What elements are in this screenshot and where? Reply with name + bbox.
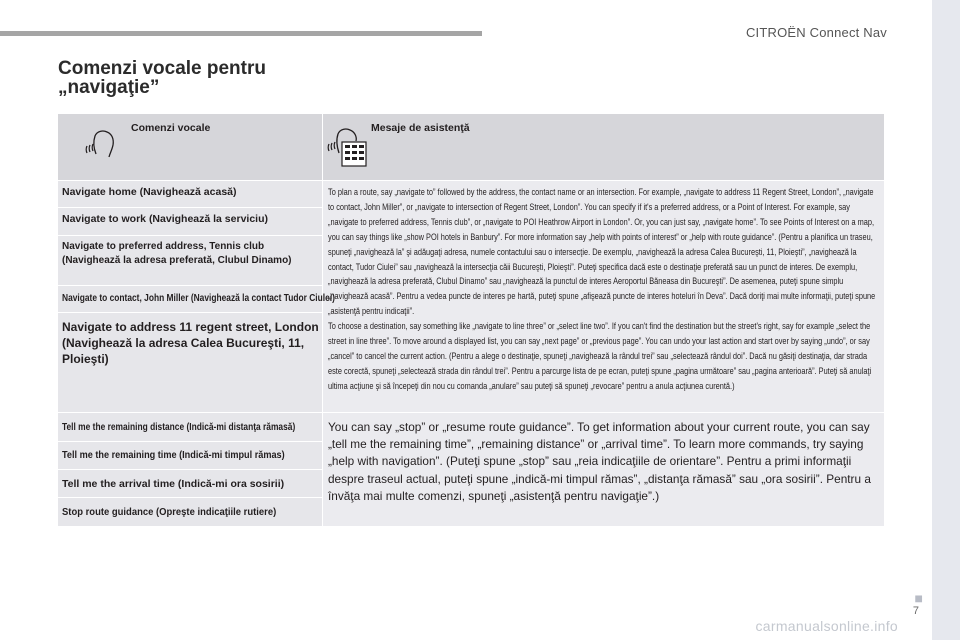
voice-commands-table: [57, 113, 885, 527]
assist-guidance-text: You can say „stop” or „resume route guidance”. To get information about your current route, you can say „tell me the remaining time”, „remaining distance” or „arrival time”. To learn more commands, try saying „help with navigation”. (Puteţi spune „stop” sau „reia indicaţiile de orientare”. Pentru a primi informaţii despre traseul actual, puteţi spune „indică-mi timpul rămas”, „distanţa rămasă” sau „ora sosirii”. Pentru a învăţa mai multe comenzi, spuneţi „asistenţă pentru navigaţie”.): [328, 420, 871, 503]
side-band: [932, 0, 960, 640]
header-rule: [0, 31, 482, 36]
command-navigate-home: Navigate home (Navighează acasă): [58, 181, 323, 208]
assist-route-paragraph-2: To choose a destination, say something like „navigate to line three” or „select line two”. If you can't find the destination but the street's right, say for example „select the street in line three”. To move around a displayed list, you can say „next page” or „previous page”. You can undo your last action and start over by saying „undo”, or say „cancel” to cancel the current action. (Pentru a alege o destinaţie, spuneţi „navighează la rândul trei” sau „selectează rândul doi”. Dacă nu găsiţi destinaţia, dar strada este corectă, spuneţi „selectează strada din rândul trei”. Pentru a parcurge lista de pe ecran, puteţi spune „pagina următoare” sau „pagina anterioară”. Puteţi să anulaţi ultima acţiune şi să începeţi din nou cu comanda „anulare” sau puteţi să spuneţi „revocare” pentru a anula acţiunea curentă.): [328, 321, 872, 391]
page-title: Comenzi vocale pentru „navigaţie”: [58, 58, 266, 98]
assist-message-route: [323, 181, 885, 413]
command-arrival-time: Tell me the arrival time (Indică-mi ora sosirii): [58, 469, 323, 498]
voice-keypad-icon: [325, 123, 371, 169]
command-remaining-distance-text: Tell me the remaining distance (Indică-mi distanţa rămasă): [62, 421, 296, 433]
command-remaining-time-text: Tell me the remaining time (Indică-mi timpul rămas): [62, 448, 285, 461]
command-stop-guidance: [58, 498, 323, 527]
header-brand: CITROËN Connect Nav: [745, 25, 887, 40]
assist-message-guidance: [323, 413, 885, 527]
command-remaining-time: [58, 441, 323, 469]
col-header-assistance: [323, 114, 885, 181]
assist-route-paragraph-1: To plan a route, say „navigate to” followed by the address, the contact name or an intersection. For example, „navigate to address 11 Regent Street, London”, „navigate to contact, John Miller”, or „navigate to intersection of Regent Street, London”. You can specify if it's a preferred address, or a Point of Interest. For example, say „navigate to preferred address, Tennis club”, or „navigate to POI Heathrow Airport in London”. Or, you can just say, „navigate home”. To see Points of Interest on a map, you can say things like „show POI hotels in Banbury”. For more information say „help with points of interest” or „help with route guidance”. (Pentru a planifica un traseu, spuneţi „navighează la” şi adăugaţi adresa, numele contactului sau o intersecţie. De exemplu, „navighează la adresa Calea Bucureşti, 11, Ploieşti”, „navighează la contact, Tudor Ciulei” sau „navighează la intersecţia căii Bucureşti, Ploieşti”. Puteţi specifica dacă este o destinaţie preferată sau un punct de interes. De exemplu, „navighează la adresa preferată, Clubul Dinamo” sau „navighează la punctul de interes Aeroportul Băneasa din Bucureşti”. De asemenea, puteţi spune simplu „navighează acasă”. Pentru a vedea puncte de interes pe hartă, puteţi spune „afişează puncte de interes hoteluri în Deva”. Dacă doriţi mai multe informaţii, puteţi spune „asistenţă pentru indicaţii”.: [328, 187, 876, 317]
col-header-assistance-label: Mesaje de asistenţă: [371, 122, 470, 134]
watermark: carmanualsonline.info: [755, 618, 898, 634]
table-row: [58, 181, 885, 208]
voice-command-icon: [82, 125, 118, 161]
page-number: 7: [912, 605, 919, 617]
command-navigate-address: Navigate to address 11 regent street, London (Navighează la adresa Calea Bucureşti, 11, Ploieşti): [58, 313, 323, 413]
table-header-row: [58, 114, 885, 181]
command-stop-guidance-text: Stop route guidance (Opreşte indicaţiile rutiere): [62, 506, 277, 518]
command-navigate-work: Navigate to work (Navighează la serviciu): [58, 208, 323, 236]
command-navigate-contact-text: Navigate to contact, John Miller (Navighează la contact Tudor Ciulei): [62, 292, 335, 304]
col-header-commands: [58, 114, 323, 181]
side-marker: ■: [914, 590, 923, 606]
command-navigate-contact: [58, 286, 335, 313]
col-header-commands-label: Comenzi vocale: [131, 122, 211, 134]
command-remaining-distance: [58, 413, 323, 442]
assist-route-text: [328, 185, 876, 394]
command-navigate-preferred: Navigate to preferred address, Tennis club (Navighează la adresa preferată, Clubul Dinamo): [58, 236, 323, 286]
table-row: [58, 413, 885, 442]
